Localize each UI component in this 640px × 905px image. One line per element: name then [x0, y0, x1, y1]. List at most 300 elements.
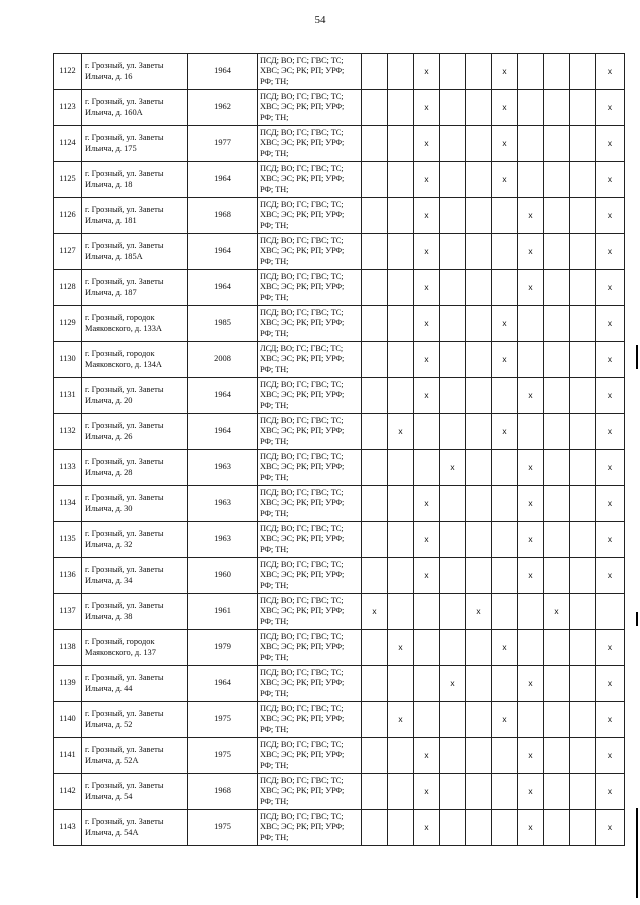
page-number: 54 [314, 14, 326, 26]
address-cell [82, 594, 188, 630]
mark-value: x [398, 714, 403, 725]
address-cell [82, 54, 188, 90]
mark-cell [596, 306, 625, 342]
address-line: Ильича, д. 32 [85, 539, 133, 549]
mark-cell [570, 126, 596, 162]
construction-year: 1979 [214, 642, 231, 652]
year-cell [188, 594, 258, 630]
address-line: г. Грозный, городок [85, 313, 155, 322]
mark-cell [492, 126, 518, 162]
row-number: 1141 [59, 750, 76, 760]
systems-line: ПСД; ВО; ГС; ГВС; ТС; [260, 451, 344, 461]
row-number-cell [54, 666, 82, 702]
year-cell [188, 486, 258, 522]
systems-cell [258, 198, 362, 234]
mark-cell [466, 702, 492, 738]
mark-cell [362, 522, 388, 558]
mark-cell [388, 594, 414, 630]
construction-year: 1964 [214, 282, 231, 292]
mark-cell [362, 126, 388, 162]
mark-value: x [502, 642, 507, 653]
systems-line: РФ; ТН; [260, 544, 289, 554]
systems-line: ХВС; ЭС; РК; РП; УРФ; [260, 282, 345, 292]
mark-cell [362, 666, 388, 702]
mark-cell [414, 630, 440, 666]
mark-cell [544, 594, 570, 630]
mark-cell [518, 270, 544, 306]
address-cell [82, 702, 188, 738]
mark-cell [362, 450, 388, 486]
row-number: 1136 [59, 570, 76, 580]
mark-cell [466, 558, 492, 594]
year-cell [188, 630, 258, 666]
address-line: г. Грозный, городок [85, 349, 155, 358]
mark-cell [362, 342, 388, 378]
mark-cell [596, 594, 625, 630]
systems-line: РФ; ТН; [260, 688, 289, 698]
mark-value: x [502, 714, 507, 725]
mark-cell [518, 126, 544, 162]
systems-line: ПСД; ВО; ГС; ГВС; ТС; [260, 811, 344, 821]
mark-cell [492, 450, 518, 486]
systems-line: ПСД; ВО; ГС; ГВС; ТС; [260, 199, 344, 209]
mark-cell [362, 414, 388, 450]
mark-cell [440, 198, 466, 234]
year-cell [188, 666, 258, 702]
systems-line: ПСД; ВО; ГС; ГВС; ТС; [260, 91, 344, 101]
systems-line: ХВС; ЭС; РК; РП; УРФ; [260, 246, 345, 256]
systems-cell [258, 666, 362, 702]
mark-value: x [607, 570, 613, 581]
mark-cell [544, 738, 570, 774]
mark-cell [596, 522, 625, 558]
year-cell [188, 54, 258, 90]
systems-cell [258, 558, 362, 594]
address-cell [82, 90, 188, 126]
mark-cell [414, 198, 440, 234]
year-cell [188, 126, 258, 162]
row-number-cell [54, 450, 82, 486]
address-line: Ильича, д. 160А [85, 107, 143, 117]
systems-cell [258, 378, 362, 414]
systems-cell [258, 54, 362, 90]
mark-cell [362, 162, 388, 198]
address-line: г. Грозный, ул. Заветы [85, 781, 164, 790]
mark-cell [544, 342, 570, 378]
construction-year: 1968 [214, 210, 231, 220]
systems-line: ХВС; ЭС; РК; РП; УРФ; [260, 390, 345, 400]
mark-cell [596, 630, 625, 666]
mark-cell [440, 126, 466, 162]
mark-value: x [424, 174, 429, 185]
row-number-cell [54, 342, 82, 378]
address-line: г. Грозный, ул. Заветы [85, 385, 164, 394]
mark-cell [518, 54, 544, 90]
housing-register-table [53, 53, 625, 846]
row-number-cell [54, 558, 82, 594]
mark-value: x [607, 822, 613, 833]
systems-line: ПСД; ВО; ГС; ГВС; ТС; [260, 559, 344, 569]
address-line: Ильича, д. 185А [85, 251, 143, 261]
row-number-cell [54, 378, 82, 414]
address-line: г. Грозный, ул. Заветы [85, 457, 164, 466]
mark-cell [518, 594, 544, 630]
mark-cell [570, 450, 596, 486]
year-cell [188, 774, 258, 810]
systems-cell [258, 810, 362, 846]
mark-cell [414, 270, 440, 306]
mark-value: x [398, 426, 403, 437]
mark-cell [466, 54, 492, 90]
mark-cell [362, 594, 388, 630]
scan-edge-mark [636, 345, 638, 369]
address-cell [82, 414, 188, 450]
mark-value: x [424, 786, 429, 797]
mark-value: x [607, 714, 613, 725]
systems-line: РФ; ТН; [260, 328, 289, 338]
mark-cell [466, 522, 492, 558]
row-number: 1127 [59, 246, 76, 256]
construction-year: 1961 [214, 606, 231, 616]
table-row [54, 810, 625, 846]
mark-cell [596, 54, 625, 90]
mark-cell [362, 738, 388, 774]
mark-cell [466, 594, 492, 630]
mark-value: x [607, 534, 613, 545]
mark-value: x [607, 498, 613, 509]
mark-cell [570, 558, 596, 594]
row-number: 1132 [59, 426, 76, 436]
row-number: 1134 [59, 498, 76, 508]
mark-cell [362, 558, 388, 594]
mark-cell [466, 774, 492, 810]
address-line: Ильича, д. 34 [85, 575, 133, 585]
mark-value: x [424, 318, 429, 329]
mark-cell [544, 378, 570, 414]
mark-cell [414, 450, 440, 486]
mark-cell [544, 54, 570, 90]
mark-cell [518, 630, 544, 666]
mark-cell [492, 594, 518, 630]
mark-value: x [607, 102, 613, 113]
address-line: Ильича, д. 181 [85, 215, 137, 225]
mark-value: x [607, 786, 613, 797]
systems-line: ПСД; ВО; ГС; ГВС; ТС; [260, 163, 344, 173]
address-line: Ильича, д. 28 [85, 467, 133, 477]
address-line: г. Грозный, ул. Заветы [85, 709, 164, 718]
row-number: 1140 [59, 714, 76, 724]
row-number: 1142 [59, 786, 76, 796]
mark-value: x [424, 534, 429, 545]
mark-cell [440, 558, 466, 594]
mark-cell [544, 270, 570, 306]
mark-cell [388, 486, 414, 522]
mark-value: x [424, 138, 429, 149]
mark-value: x [528, 498, 533, 509]
address-line: Маяковского, д. 134А [85, 359, 162, 369]
mark-cell [466, 486, 492, 522]
mark-cell [414, 378, 440, 414]
address-line: Ильича, д. 175 [85, 143, 137, 153]
mark-cell [570, 234, 596, 270]
mark-cell [362, 774, 388, 810]
mark-value: x [424, 822, 429, 833]
systems-line: РФ; ТН; [260, 796, 289, 806]
mark-value: x [607, 66, 613, 77]
construction-year: 1964 [214, 66, 231, 76]
mark-cell [466, 162, 492, 198]
mark-value: x [607, 426, 613, 437]
year-cell [188, 738, 258, 774]
systems-line: РФ; ТН; [260, 400, 289, 410]
mark-cell [362, 234, 388, 270]
systems-cell [258, 594, 362, 630]
row-number: 1124 [59, 138, 76, 148]
mark-value: x [607, 318, 613, 329]
mark-value: x [450, 462, 455, 473]
systems-line: ХВС; ЭС; РК; РП; УРФ; [260, 426, 345, 436]
address-line: Ильича, д. 38 [85, 611, 133, 621]
systems-line: РФ; ТН; [260, 220, 289, 230]
mark-cell [544, 810, 570, 846]
mark-cell [466, 306, 492, 342]
systems-cell [258, 126, 362, 162]
address-line: Ильича, д. 30 [85, 503, 133, 513]
mark-cell [414, 126, 440, 162]
mark-cell [414, 810, 440, 846]
mark-value: x [424, 282, 429, 293]
mark-value: x [607, 354, 613, 365]
mark-value: x [607, 390, 613, 401]
systems-cell [258, 342, 362, 378]
mark-cell [440, 162, 466, 198]
mark-cell [492, 630, 518, 666]
construction-year: 1964 [214, 390, 231, 400]
row-number-cell [54, 810, 82, 846]
row-number: 1130 [59, 354, 76, 364]
mark-cell [388, 774, 414, 810]
table-body [54, 54, 625, 846]
mark-value: x [424, 390, 429, 401]
mark-value: x [528, 822, 533, 833]
table-row [54, 234, 625, 270]
address-cell [82, 558, 188, 594]
row-number-cell [54, 198, 82, 234]
mark-cell [570, 306, 596, 342]
mark-cell [440, 774, 466, 810]
row-number-cell [54, 774, 82, 810]
mark-cell [414, 774, 440, 810]
year-cell [188, 162, 258, 198]
row-number-cell [54, 306, 82, 342]
row-number-cell [54, 90, 82, 126]
year-cell [188, 702, 258, 738]
systems-line: ХВС; ЭС; РК; РП; УРФ; [260, 354, 345, 364]
table-row [54, 54, 625, 90]
mark-cell [544, 450, 570, 486]
mark-cell [492, 558, 518, 594]
mark-cell [388, 738, 414, 774]
table-row [54, 450, 625, 486]
table-row [54, 198, 625, 234]
address-cell [82, 270, 188, 306]
systems-cell [258, 234, 362, 270]
year-cell [188, 558, 258, 594]
mark-value: x [502, 318, 507, 329]
construction-year: 1975 [214, 714, 231, 724]
table-row [54, 702, 625, 738]
mark-cell [570, 666, 596, 702]
address-line: г. Грозный, ул. Заветы [85, 241, 164, 250]
mark-cell [440, 378, 466, 414]
mark-cell [414, 162, 440, 198]
mark-cell [362, 270, 388, 306]
systems-line: ХВС; ЭС; РК; РП; УРФ; [260, 786, 345, 796]
mark-cell [388, 126, 414, 162]
construction-year: 1968 [214, 786, 231, 796]
systems-line: ПСД; ВО; ГС; ГВС; ТС; [260, 271, 344, 281]
mark-cell [596, 162, 625, 198]
systems-line: ПСД; ВО; ГС; ГВС; ТС; [260, 379, 344, 389]
mark-cell [414, 738, 440, 774]
mark-value: x [424, 498, 429, 509]
construction-year: 1964 [214, 174, 231, 184]
table-row [54, 558, 625, 594]
mark-cell [414, 702, 440, 738]
address-cell [82, 486, 188, 522]
row-number: 1123 [59, 102, 76, 112]
systems-line: ХВС; ЭС; РК; РП; УРФ; [260, 606, 345, 616]
row-number: 1137 [59, 606, 76, 616]
mark-cell [518, 162, 544, 198]
mark-cell [466, 414, 492, 450]
mark-cell [544, 198, 570, 234]
mark-cell [414, 486, 440, 522]
year-cell [188, 90, 258, 126]
row-number-cell [54, 234, 82, 270]
systems-line: ПСД; ВО; ГС; ГВС; ТС; [260, 631, 344, 641]
mark-cell [570, 702, 596, 738]
systems-cell [258, 162, 362, 198]
mark-cell [544, 702, 570, 738]
mark-cell [466, 810, 492, 846]
mark-value: x [607, 246, 613, 257]
mark-cell [596, 738, 625, 774]
row-number-cell [54, 522, 82, 558]
row-number: 1125 [59, 174, 76, 184]
address-cell [82, 234, 188, 270]
mark-cell [414, 54, 440, 90]
row-number: 1128 [59, 282, 76, 292]
address-line: г. Грозный, ул. Заветы [85, 673, 164, 682]
mark-cell [570, 486, 596, 522]
row-number: 1122 [59, 66, 76, 76]
year-cell [188, 234, 258, 270]
systems-line: ХВС; ЭС; РК; РП; УРФ; [260, 822, 345, 832]
mark-cell [362, 486, 388, 522]
mark-value: x [502, 138, 507, 149]
mark-value: x [424, 66, 429, 77]
address-cell [82, 774, 188, 810]
address-line: г. Грозный, ул. Заветы [85, 421, 164, 430]
address-line: Ильича, д. 16 [85, 71, 133, 81]
row-number-cell [54, 162, 82, 198]
address-cell [82, 810, 188, 846]
mark-cell [518, 666, 544, 702]
mark-cell [518, 738, 544, 774]
mark-value: x [398, 642, 403, 653]
mark-value: x [554, 606, 559, 617]
row-number: 1139 [59, 678, 76, 688]
mark-cell [414, 558, 440, 594]
mark-cell [466, 342, 492, 378]
address-line: г. Грозный, ул. Заветы [85, 817, 164, 826]
systems-line: РФ; ТН; [260, 292, 289, 302]
systems-line: РФ; ТН; [260, 724, 289, 734]
row-number-cell [54, 738, 82, 774]
mark-value: x [607, 210, 613, 221]
address-line: г. Грозный, ул. Заветы [85, 493, 164, 502]
address-line: Ильича, д. 54А [85, 827, 139, 837]
mark-cell [362, 378, 388, 414]
mark-value: x [502, 426, 507, 437]
mark-value: x [528, 786, 533, 797]
systems-line: РФ; ТН; [260, 364, 289, 374]
table-row [54, 414, 625, 450]
mark-cell [388, 810, 414, 846]
mark-cell [570, 414, 596, 450]
row-number-cell [54, 126, 82, 162]
address-line: г. Грозный, ул. Заветы [85, 133, 164, 142]
mark-cell [596, 378, 625, 414]
address-cell [82, 378, 188, 414]
mark-cell [518, 234, 544, 270]
mark-value: x [424, 354, 429, 365]
systems-cell [258, 702, 362, 738]
mark-cell [544, 306, 570, 342]
mark-cell [388, 450, 414, 486]
mark-cell [492, 162, 518, 198]
mark-cell [596, 198, 625, 234]
mark-value: x [607, 750, 613, 761]
address-cell [82, 450, 188, 486]
row-number-cell [54, 486, 82, 522]
construction-year: 1964 [214, 426, 231, 436]
mark-cell [570, 90, 596, 126]
systems-line: ХВС; ЭС; РК; РП; УРФ; [260, 210, 345, 220]
systems-line: РФ; ТН; [260, 580, 289, 590]
systems-line: ХВС; ЭС; РК; РП; УРФ; [260, 534, 345, 544]
mark-cell [492, 342, 518, 378]
table-row [54, 486, 625, 522]
construction-year: 1964 [214, 246, 231, 256]
systems-line: ПСД; ВО; ГС; ГВС; ТС; [260, 523, 344, 533]
mark-cell [388, 630, 414, 666]
address-line: г. Грозный, ул. Заветы [85, 61, 164, 70]
construction-year: 1964 [214, 678, 231, 688]
mark-cell [570, 522, 596, 558]
mark-cell [518, 90, 544, 126]
mark-cell [388, 558, 414, 594]
mark-value: x [607, 138, 613, 149]
systems-cell [258, 306, 362, 342]
mark-cell [518, 306, 544, 342]
mark-cell [388, 378, 414, 414]
mark-value: x [502, 102, 507, 113]
mark-cell [518, 378, 544, 414]
row-number-cell [54, 630, 82, 666]
row-number-cell [54, 270, 82, 306]
